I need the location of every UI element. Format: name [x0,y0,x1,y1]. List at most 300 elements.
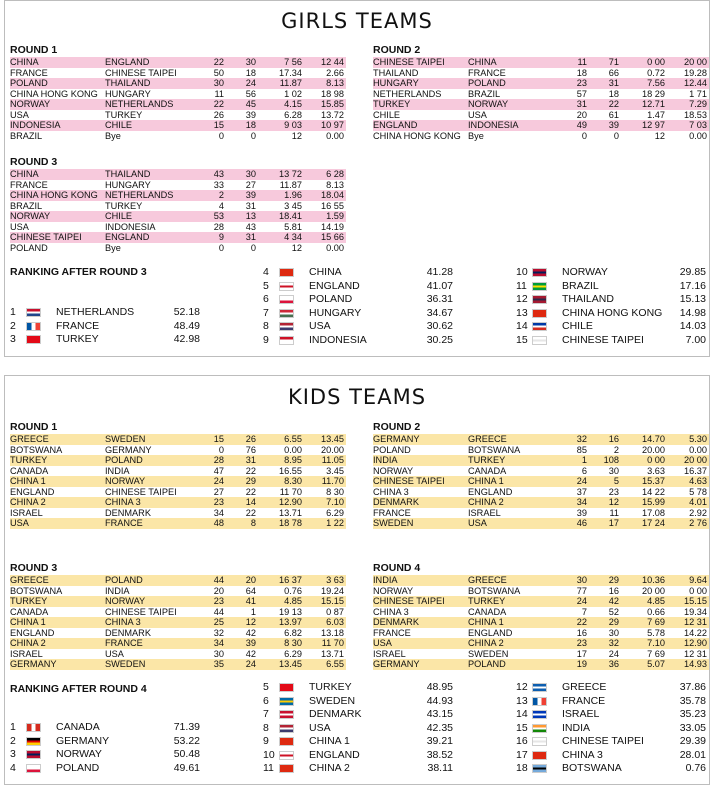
score-a: 9 [218,232,224,242]
vp-b: 11.70 [321,476,344,486]
ranking-row [263,735,455,748]
score-a: 25 [213,617,224,627]
team-a: CHINA [10,57,39,67]
vp-b: 15.15 [321,596,344,606]
team-a: FRANCE [10,179,48,190]
vp-a: 14 22 [642,486,665,497]
match-row [10,89,346,100]
girls-round-2 [373,44,709,141]
vp-b: 1 71 [689,88,707,99]
score-b: 36 [608,659,619,669]
team-a: CHINA 3 [373,606,409,617]
country-flag-icon [532,751,547,760]
vp-a: 16 37 [279,575,302,585]
team-a: FRANCE [373,507,411,518]
rank-score: 53.22 [173,734,200,747]
match-row [373,586,709,597]
vp-a: 5.07 [647,659,665,669]
team-b: POLAND [468,78,506,88]
vp-a: 0.72 [647,67,665,78]
ranking-row [263,722,455,735]
match-row [373,508,709,519]
team-a: USA [10,221,29,232]
score-a: 34 [213,638,224,648]
score-b: 42 [245,627,256,638]
team-a: THAILAND [373,67,419,78]
country-flag-icon [532,336,547,345]
country-flag-icon [279,724,294,733]
rank-position: 1 [10,306,16,318]
score-a: 34 [576,497,587,507]
rank-score: 14.98 [679,306,706,319]
rank-position: 11 [516,279,527,292]
team-b: SWEDEN [468,648,509,659]
rank-score: 30.25 [426,333,453,346]
vp-b: 19.28 [684,67,707,78]
rank-score: 50.48 [173,748,200,760]
team-a: CHINESE TAIPEI [373,596,445,606]
rank-team-name: NORWAY [562,266,608,278]
rank-score: 0.76 [685,762,706,774]
ranking-row [516,708,708,721]
vp-a: 0.76 [284,585,302,596]
score-a: 23 [576,78,587,88]
score-a: 48 [213,518,224,528]
team-b: HUNGARY [105,179,151,190]
round-label: ROUND 3 [10,156,58,168]
rank-score: 15.13 [679,293,706,305]
match-row [10,190,346,201]
team-b: NETHERLANDS [105,99,174,109]
team-b: POLAND [105,575,143,585]
rank-team-name: TURKEY [309,681,352,693]
vp-a: 12 [291,242,302,253]
match-row [373,466,709,477]
match-list [373,575,709,670]
team-b: NORWAY [105,476,146,486]
team-a: CHINA 2 [10,638,46,648]
rank-position: 2 [10,319,16,332]
rank-position: 3 [10,333,16,345]
vp-a: 5.81 [284,221,302,232]
vp-b: 20.00 [321,444,344,455]
girls-round-3 [10,156,346,253]
ranking-row [516,735,708,748]
score-b: 12 [245,617,256,627]
match-row [10,180,346,191]
match-row [10,68,346,79]
team-a: CHINA 2 [10,497,46,507]
score-b: 14 [245,497,256,507]
score-a: 2 [218,190,224,200]
team-b: ENGLAND [468,627,513,638]
rank-position: 14 [516,320,528,332]
vp-a: 13.71 [279,507,302,518]
vp-a: 15.99 [642,497,665,507]
score-b: 71 [608,57,619,67]
vp-a: 0 00 [647,57,665,67]
score-b: 30 [608,465,619,476]
score-a: 28 [213,455,224,465]
kids-round-3 [10,562,346,670]
match-row [373,659,709,670]
match-row [10,617,346,628]
team-b: TURKEY [105,200,143,211]
kids-round-1 [10,421,346,529]
vp-b: 13.45 [321,434,344,444]
score-a: 20 [576,109,587,120]
team-b: Bye [468,130,484,141]
country-flag-icon [279,268,294,277]
ranking-row [10,306,202,319]
rank-team-name: CHILE [562,320,593,332]
score-a: 7 [581,606,587,617]
match-list [10,434,346,529]
match-row [10,508,346,519]
score-b: 0 [250,242,256,253]
score-b: 39 [608,120,619,130]
rank-position: 1 [10,721,16,733]
country-flag-icon [279,751,294,760]
team-b: GREECE [468,434,507,444]
team-a: CHINA HONG KONG [373,130,461,141]
girls-round-1 [10,44,346,141]
vp-a: 7.56 [647,78,665,88]
country-flag-icon [26,764,41,773]
vp-a: 18 29 [642,88,665,99]
country-flag-icon [279,295,294,304]
round-label: ROUND 3 [10,562,58,574]
team-a: CHILE [373,109,401,120]
match-row [373,57,709,68]
vp-a: 17 24 [642,518,665,528]
score-a: 47 [213,465,224,476]
team-a: CHINA 3 [373,486,409,497]
vp-b: 2.92 [689,507,707,518]
rank-score: 42.98 [173,333,200,345]
rank-position: 13 [516,694,528,707]
rank-score: 44.93 [426,694,453,707]
score-b: 31 [245,200,256,211]
team-b: POLAND [105,455,143,465]
score-a: 28 [213,221,224,232]
match-row [10,628,346,639]
score-b: 12 [608,497,619,507]
team-b: GERMANY [105,444,152,455]
team-a: POLAND [10,242,48,253]
vp-b: 12 31 [684,648,707,659]
team-b: CHINA 3 [105,497,141,507]
vp-b: 8.13 [326,179,344,190]
match-row [10,169,346,180]
vp-a: 14.70 [642,434,665,444]
team-a: USA [10,518,29,528]
country-flag-icon [26,750,41,759]
score-b: 30 [245,57,256,67]
rank-position: 14 [516,708,528,720]
team-a: USA [373,638,392,648]
vp-b: 12.44 [684,78,707,88]
vp-b: 0.00 [689,130,707,141]
team-a: TURKEY [373,99,411,109]
vp-b: 6.55 [326,659,344,669]
team-a: USA [10,109,29,120]
rank-team-name: CHINA 2 [309,762,350,774]
score-b: 0 [250,130,256,141]
vp-a: 11.87 [279,179,302,190]
team-b: CHINA 1 [468,476,504,486]
team-a: SWEDEN [373,518,414,528]
score-b: 56 [245,88,256,99]
team-b: BOTSWANA [468,444,521,455]
vp-b: 15.85 [321,99,344,109]
score-b: 18 [608,88,619,99]
team-b: CHILE [105,211,133,221]
vp-a: 13.45 [279,659,302,669]
rank-position: 12 [516,293,528,305]
match-row [373,518,709,529]
vp-a: 1.96 [284,190,302,200]
match-row [10,455,346,466]
score-b: 29 [608,617,619,627]
team-b: SWEDEN [105,659,146,669]
kids-round-4 [373,562,709,670]
team-a: INDONESIA [10,120,61,130]
vp-b: 8.13 [326,78,344,88]
match-row [10,476,346,487]
rank-team-name: HUNGARY [309,306,362,319]
score-b: 16 [608,434,619,444]
score-b: 16 [608,585,619,596]
team-a: INDIA [373,455,398,465]
ranking-row [263,762,455,775]
rank-position: 11 [263,762,274,774]
score-b: 30 [245,169,256,179]
country-flag-icon [532,268,547,277]
rank-score: 41.07 [426,279,453,292]
rank-score: 42.35 [426,721,453,734]
score-a: 23 [213,596,224,606]
score-b: 42 [245,648,256,659]
rank-score: 36.31 [426,293,453,305]
score-a: 49 [576,120,587,130]
country-flag-icon [26,737,41,746]
ranking-row [516,749,708,762]
team-a: NORWAY [373,585,414,596]
girls-teams-title: GIRLS TEAMS [281,9,433,33]
vp-a: 13 72 [279,169,302,179]
vp-a: 17.08 [642,507,665,518]
score-a: 50 [213,67,224,78]
score-a: 30 [213,78,224,88]
rank-score: 71.39 [173,721,200,733]
team-a: BRAZIL [10,200,43,211]
rank-score: 41.28 [426,266,453,278]
score-b: 22 [245,465,256,476]
rank-score: 38.11 [427,762,453,774]
rank-team-name: POLAND [309,293,353,305]
score-a: 57 [576,88,587,99]
match-row [373,68,709,79]
match-row [10,586,346,597]
ranking-row [263,320,455,333]
rank-score: 14.03 [679,320,706,332]
match-list [10,575,346,670]
team-a: TURKEY [10,596,48,606]
vp-a: 17.34 [279,67,302,78]
team-a: HUNGARY [373,78,419,88]
match-list [10,57,346,141]
vp-a: 13.97 [279,617,302,627]
team-a: POLAND [10,78,48,88]
team-b: CHINA [468,57,497,67]
score-a: 30 [213,648,224,659]
ranking-row [263,695,455,708]
team-a: ENGLAND [10,486,55,497]
rank-position: 8 [263,320,269,332]
vp-b: 7.10 [326,497,344,507]
team-b: POLAND [468,659,506,669]
rank-score: 35.78 [679,694,706,707]
country-flag-icon [279,737,294,746]
team-b: FRANCE [105,638,143,648]
girls-ranking-title: RANKING AFTER ROUND 3 [10,266,147,278]
rank-score: 52.18 [173,306,200,318]
score-b: 108 [603,455,619,465]
team-b: THAILAND [105,169,151,179]
vp-b: 20 00 [684,455,707,465]
rank-team-name: CHINA 1 [309,735,350,747]
match-row [10,607,346,618]
round-label: ROUND 2 [373,44,421,56]
rank-position: 5 [263,681,269,693]
team-a: ENGLAND [10,627,55,638]
team-b: CANADA [468,465,507,476]
match-row [10,487,346,498]
score-b: 39 [245,109,256,120]
vp-b: 18.53 [684,109,707,120]
vp-b: 6.03 [326,617,344,627]
score-b: 43 [245,221,256,232]
team-b: ENGLAND [105,57,150,67]
rank-position: 13 [516,306,528,319]
vp-a: 7 56 [284,57,302,67]
vp-b: 1 22 [326,518,344,528]
rank-team-name: DENMARK [309,708,362,720]
vp-b: 18 98 [321,88,344,99]
country-flag-icon [532,737,547,746]
rank-team-name: ENGLAND [309,279,360,292]
vp-a: 6.82 [284,627,302,638]
match-row [373,638,709,649]
kids-round-2 [373,421,709,529]
score-a: 17 [576,648,587,659]
score-a: 16 [576,627,587,638]
country-flag-icon [532,724,547,733]
rank-team-name: FRANCE [56,319,100,332]
round-label: ROUND 1 [10,421,58,433]
rank-team-name: ISRAEL [562,708,600,720]
team-a: ENGLAND [373,120,418,130]
team-b: NORWAY [468,99,509,109]
vp-a: 8 30 [284,638,302,648]
score-a: 39 [576,507,587,518]
ranking-row [516,762,708,775]
vp-b: 7 03 [689,120,707,130]
score-a: 18 [576,67,587,78]
score-a: 43 [213,169,224,179]
team-a: CHINA HONG KONG [10,88,98,99]
match-row [10,201,346,212]
score-b: 22 [608,99,619,109]
score-b: 22 [245,507,256,518]
team-a: CHINESE TAIPEI [373,476,445,486]
match-row [10,131,346,142]
match-row [373,99,709,110]
team-b: GREECE [468,575,507,585]
vp-b: 11.05 [321,455,344,465]
team-b: ENGLAND [468,486,513,497]
match-row [373,455,709,466]
vp-b: 11 70 [321,638,344,648]
score-b: 2 [613,444,619,455]
round-label: ROUND 2 [373,421,421,433]
score-a: 20 [213,585,224,596]
vp-a: 4.85 [647,596,665,606]
ranking-row [516,307,708,320]
match-row [373,628,709,639]
rank-team-name: GREECE [562,681,607,693]
team-a: NORWAY [373,465,414,476]
score-b: 31 [608,78,619,88]
vp-a: 4.85 [284,596,302,606]
team-b: USA [468,518,487,528]
kids-teams-title: KIDS TEAMS [287,385,427,409]
country-flag-icon [532,282,547,291]
score-b: 24 [245,78,256,88]
ranking-row [263,293,455,306]
vp-a: 7 69 [647,617,665,627]
score-b: 61 [608,109,619,120]
rank-score: 33.05 [679,721,706,734]
score-b: 24 [245,659,256,669]
score-a: 11 [214,88,224,99]
round-label: ROUND 1 [10,44,58,56]
match-list [373,57,709,141]
rank-position: 7 [263,306,269,319]
vp-b: 2 76 [689,518,707,528]
ranking-row [516,722,708,735]
team-a: CHINA HONG KONG [10,190,98,200]
team-b: CHINESE TAIPEI [105,486,177,497]
vp-b: 19.24 [321,585,344,596]
team-b: BOTSWANA [468,585,521,596]
team-b: CHINA 3 [105,617,141,627]
rank-team-name: BRAZIL [562,279,599,292]
score-a: 0 [218,242,224,253]
rank-team-name: CANADA [56,721,100,733]
rank-team-name: FRANCE [562,694,606,707]
vp-a: 15.37 [642,476,665,486]
country-flag-icon [279,764,294,773]
ranking-row [263,266,455,279]
rank-score: 39.21 [426,735,453,747]
team-a: CHINESE TAIPEI [10,232,82,242]
vp-b: 9.64 [689,575,707,585]
vp-b: 0.00 [689,444,707,455]
country-flag-icon [279,309,294,318]
match-row [10,78,346,89]
